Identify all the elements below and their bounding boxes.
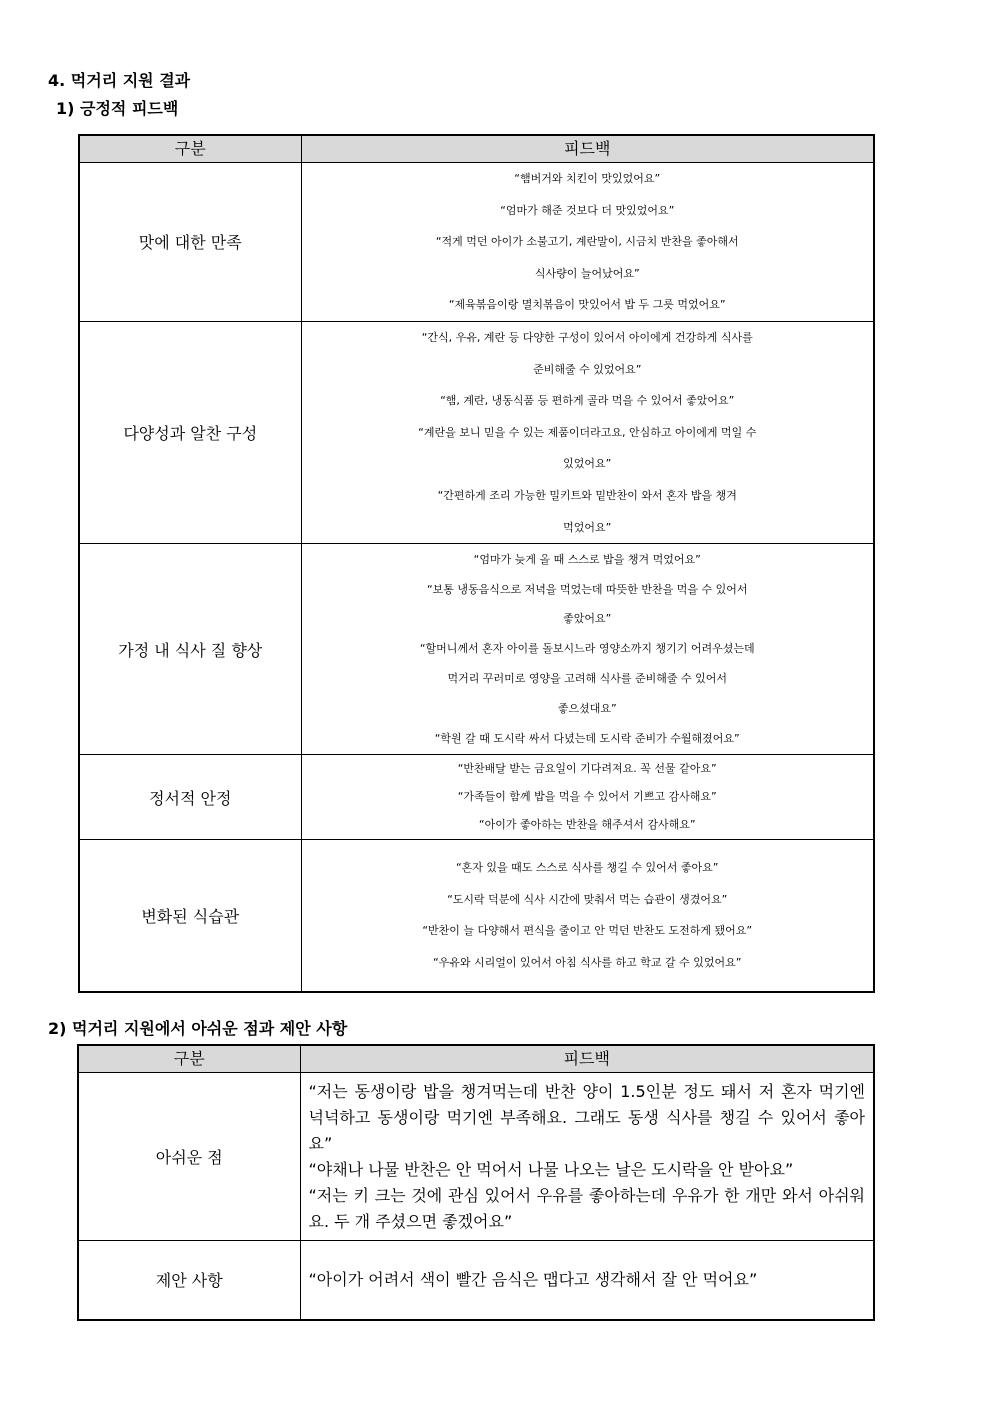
table-row	[79, 755, 874, 840]
row-feedback	[301, 163, 874, 322]
header-category: 구분	[79, 135, 301, 163]
table-row	[79, 163, 874, 322]
feedback-line: “혼자 있을 때도 스스로 식사를 챙길 수 있어서 좋아요”	[455, 861, 719, 875]
feedback-line: 있었어요”	[563, 457, 612, 471]
feedback-line: “햄버거와 치킨이 맛있었어요”	[514, 172, 661, 185]
feedback-line: 식사량이 늘어났어요”	[534, 266, 640, 280]
row-category: 맛에 대한 만족	[79, 163, 301, 322]
header-feedback: 피드백	[301, 135, 874, 163]
table-row	[78, 1073, 874, 1241]
subsection-positive-feedback: 1) 긍정적 피드백	[56, 99, 179, 118]
feedback-line: “가족들이 함께 밥을 먹을 수 있어서 기쁘고 감사해요”	[457, 790, 717, 804]
feedback-paragraph: “아이가 어려서 색이 빨간 음식은 맵다고 생각해서 잘 안 먹어요”	[308, 1269, 758, 1289]
row-category: 다양성과 알찬 구성	[79, 321, 301, 543]
feedback-line: 먹었어요”	[563, 520, 612, 534]
row-category: 가정 내 식사 질 향상	[79, 544, 301, 755]
row-category: 변화된 식습관	[79, 840, 301, 992]
feedback-line: “엄마가 늦게 올 때 스스로 밥을 챙겨 먹었어요”	[473, 552, 701, 566]
feedback-line: 준비해줄 수 있었어요”	[533, 362, 642, 376]
feedback-line: “할머니께서 혼자 아이를 돌보시느라 영양소까지 챙기기 어려우셨는데	[419, 642, 755, 656]
suggestion-table	[77, 1044, 875, 1321]
table-header-row	[79, 135, 874, 163]
section-title: 4. 먹거리 지원 결과	[48, 71, 191, 90]
row-category: 정서적 안정	[79, 755, 301, 840]
feedback-line: 좋으셨대요”	[557, 701, 617, 715]
feedback-line: “학원 갈 때 도시락 싸서 다녔는데 도시락 준비가 수월해졌어요”	[434, 731, 740, 745]
feedback-line: “적게 먹던 아이가 소불고기, 계란말이, 시금치 반찬을 좋아해서	[435, 235, 739, 249]
row-feedback	[301, 840, 874, 992]
feedback-line: 좋았어요”	[563, 612, 612, 626]
feedback-paragraph: “저는 동생이랑 밥을 챙겨먹는데 반찬 양이 1.5인분 정도 돼서 저 혼자 먹기엔 넉넉하고 동생이랑 먹기엔 부족해요. 그래도 동생 식사를 챙길 수 있어서 좋아요”	[308, 1081, 865, 1153]
feedback-paragraph: “저는 키 크는 것에 관심 있어서 우유를 좋아하는데 우유가 한 개만 와서 아쉬워요. 두 개 주셨으면 좋겠어요”	[308, 1185, 865, 1231]
positive-feedback-table	[78, 134, 875, 993]
feedback-line: “도시락 덕분에 식사 시간에 맞춰서 먹는 습관이 생겼어요”	[447, 892, 728, 906]
feedback-line: “간편하게 조리 가능한 밀키트와 밑반찬이 와서 혼자 밥을 챙겨	[437, 488, 737, 502]
table-row	[79, 840, 874, 992]
row-feedback	[300, 1241, 874, 1320]
row-feedback	[301, 755, 874, 840]
feedback-line: “반찬배달 받는 금요일이 기다려져요. 꼭 선물 같아요”	[457, 762, 717, 776]
row-feedback	[300, 1073, 874, 1241]
row-feedback	[301, 321, 874, 543]
feedback-line: “햄, 계란, 냉동식품 등 편하게 골라 먹을 수 있어서 좋았어요”	[440, 394, 735, 408]
row-category: 아쉬운 점	[78, 1073, 300, 1241]
feedback-line: “아이가 좋아하는 반찬을 해주셔서 감사해요”	[478, 818, 696, 832]
feedback-line: “우유와 시리얼이 있어서 아침 식사를 하고 학교 갈 수 있었어요”	[432, 955, 742, 969]
feedback-line: 먹거리 꾸러미로 영양을 고려해 식사를 준비해줄 수 있어서	[447, 672, 727, 686]
row-category: 제안 사항	[78, 1241, 300, 1320]
feedback-paragraph: “야채나 나물 반찬은 안 먹어서 나물 나오는 날은 도시락을 안 받아요”	[308, 1159, 794, 1179]
feedback-line: “계란을 보니 믿을 수 있는 제품이더라고요, 안심하고 아이에게 먹일 수	[418, 425, 757, 439]
feedback-line: “간식, 우유, 계란 등 다양한 구성이 있어서 아이에게 건강하게 식사를	[421, 330, 753, 344]
feedback-line: “제육볶음이랑 멸치볶음이 맛있어서 밥 두 그릇 먹었어요”	[448, 298, 726, 312]
feedback-line: “엄마가 해준 것보다 더 맛있었어요”	[500, 203, 675, 217]
table-header-row	[78, 1045, 874, 1073]
feedback-line: “반찬이 늘 다양해서 편식을 줄이고 안 먹던 반찬도 도전하게 됐어요”	[422, 924, 753, 938]
table-row	[79, 544, 874, 755]
row-feedback	[301, 544, 874, 755]
table-row	[79, 321, 874, 543]
subsection-suggestions: 2) 먹거리 지원에서 아쉬운 점과 제안 사항	[48, 1019, 348, 1038]
table-row	[78, 1241, 874, 1320]
header-category: 구분	[78, 1045, 300, 1073]
header-feedback: 피드백	[300, 1045, 874, 1073]
feedback-line: “보통 냉동음식으로 저녁을 먹었는데 따뜻한 반찬을 먹을 수 있어서	[426, 582, 748, 596]
